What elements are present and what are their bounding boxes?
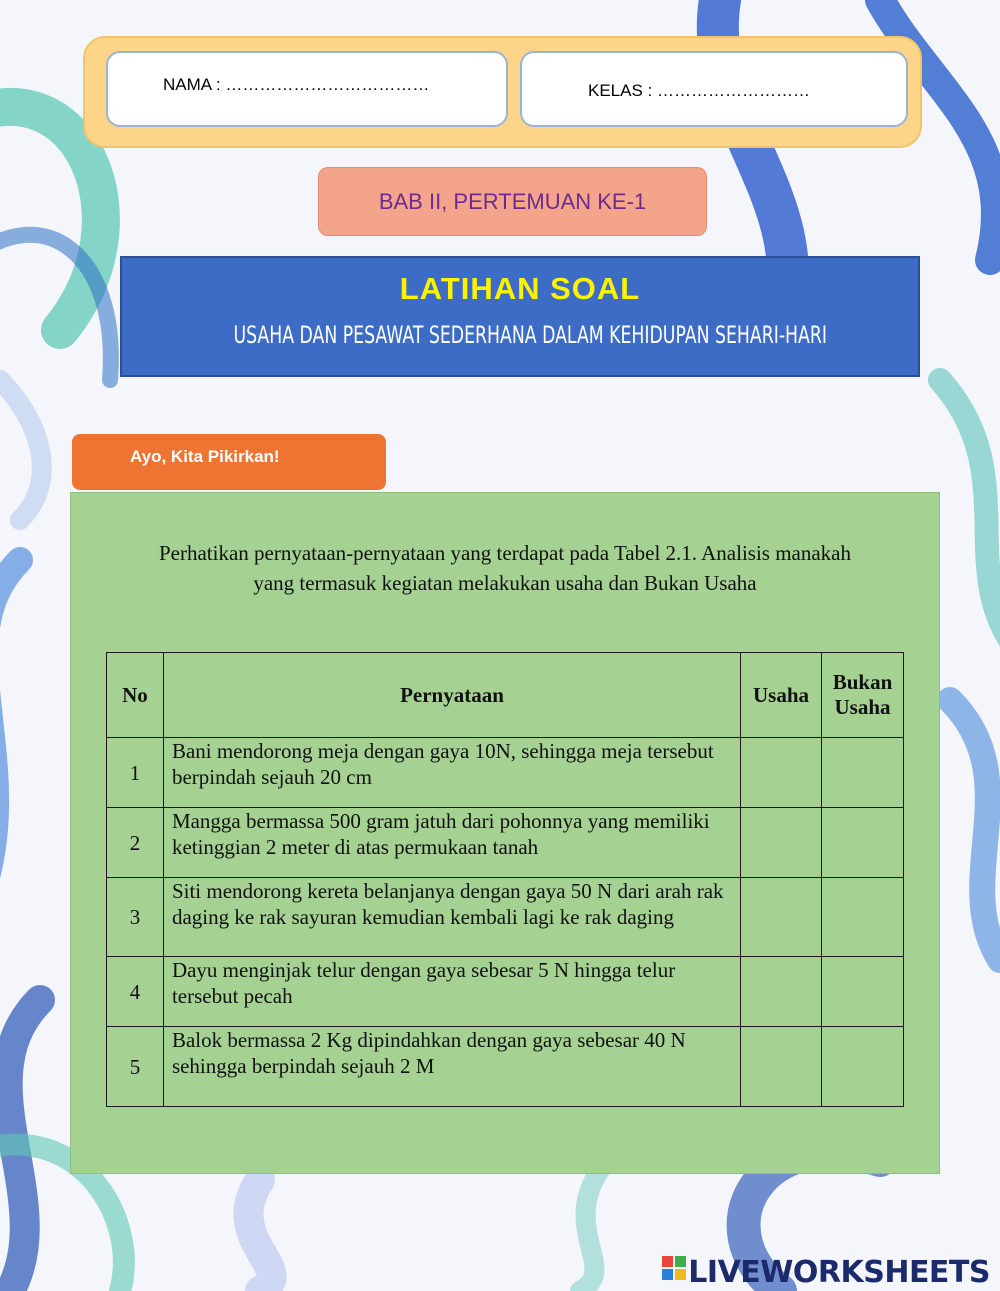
table-row bbox=[107, 1027, 904, 1107]
row-statement: Dayu menginjak telur dengan gaya sebesar 5 N hingga telur tersebut pecah bbox=[163, 957, 740, 1027]
row-statement: Siti mendorong kereta belanjanya dengan gaya 50 N dari arah rak daging ke rak sayuran kemudian kembali lagi ke rak daging bbox=[163, 878, 740, 957]
section-tab: Ayo, Kita Pikirkan! bbox=[72, 434, 386, 490]
row-statement: Bani mendorong meja dengan gaya 10N, sehingga meja tersebut berpindah sejauh 20 cm bbox=[163, 738, 740, 808]
chapter-badge: BAB II, PERTEMUAN KE-1 bbox=[318, 167, 707, 236]
instruction-line-2: yang termasuk kegiatan melakukan usaha dan Bukan Usaha bbox=[253, 571, 757, 595]
table-row bbox=[107, 738, 904, 808]
row-number: 4 bbox=[107, 957, 164, 1027]
liveworksheets-watermark[interactable] bbox=[662, 1253, 990, 1290]
header-usaha: Usaha bbox=[741, 653, 822, 738]
table-row bbox=[107, 878, 904, 957]
statement-table bbox=[106, 652, 904, 1107]
header-statement: Pernyataan bbox=[163, 653, 740, 738]
header-no: No bbox=[107, 653, 164, 738]
usaha-answer-cell[interactable] bbox=[741, 957, 822, 1027]
usaha-answer-cell[interactable] bbox=[741, 1027, 822, 1107]
usaha-answer-cell[interactable] bbox=[741, 878, 822, 957]
row-number: 2 bbox=[107, 808, 164, 878]
table-row bbox=[107, 957, 904, 1027]
row-number: 1 bbox=[107, 738, 164, 808]
watermark-text: LIVEWORKSHEETS bbox=[688, 1255, 990, 1290]
row-statement: Balok bermassa 2 Kg dipindahkan dengan gaya sebesar 40 N sehingga berpindah sejauh 2 M bbox=[163, 1027, 740, 1107]
usaha-answer-cell[interactable] bbox=[741, 738, 822, 808]
page-title: LATIHAN SOAL bbox=[399, 271, 641, 306]
row-number: 3 bbox=[107, 878, 164, 957]
table-row bbox=[107, 808, 904, 878]
row-statement: Mangga bermassa 500 gram jatuh dari pohonnya yang memiliki ketinggian 2 meter di atas permukaan tanah bbox=[163, 808, 740, 878]
bukan-usaha-answer-cell[interactable] bbox=[822, 738, 904, 808]
bukan-usaha-answer-cell[interactable] bbox=[822, 808, 904, 878]
bukan-usaha-answer-cell[interactable] bbox=[822, 878, 904, 957]
instruction-line-1: Perhatikan pernyataan-pernyataan yang terdapat pada Tabel 2.1. Analisis manakah bbox=[158, 541, 852, 565]
table-header-row bbox=[107, 653, 904, 738]
row-number: 5 bbox=[107, 1027, 164, 1107]
bukan-usaha-answer-cell[interactable] bbox=[822, 1027, 904, 1107]
header-bukan-usaha: Bukan Usaha bbox=[822, 653, 904, 738]
name-label: NAMA : ……………………………… bbox=[163, 75, 430, 94]
name-field[interactable] bbox=[106, 51, 508, 127]
liveworksheets-logo-icon bbox=[662, 1253, 686, 1288]
title-banner bbox=[120, 256, 920, 377]
class-field[interactable] bbox=[520, 51, 908, 127]
instruction-text bbox=[95, 538, 915, 598]
usaha-answer-cell[interactable] bbox=[741, 808, 822, 878]
bukan-usaha-answer-cell[interactable] bbox=[822, 957, 904, 1027]
page-subtitle: USAHA DAN PESAWAT SEDERHANA DALAM KEHIDUPAN SEHARI-HARI bbox=[233, 321, 827, 349]
class-label: KELAS : ……………………… bbox=[588, 81, 810, 100]
